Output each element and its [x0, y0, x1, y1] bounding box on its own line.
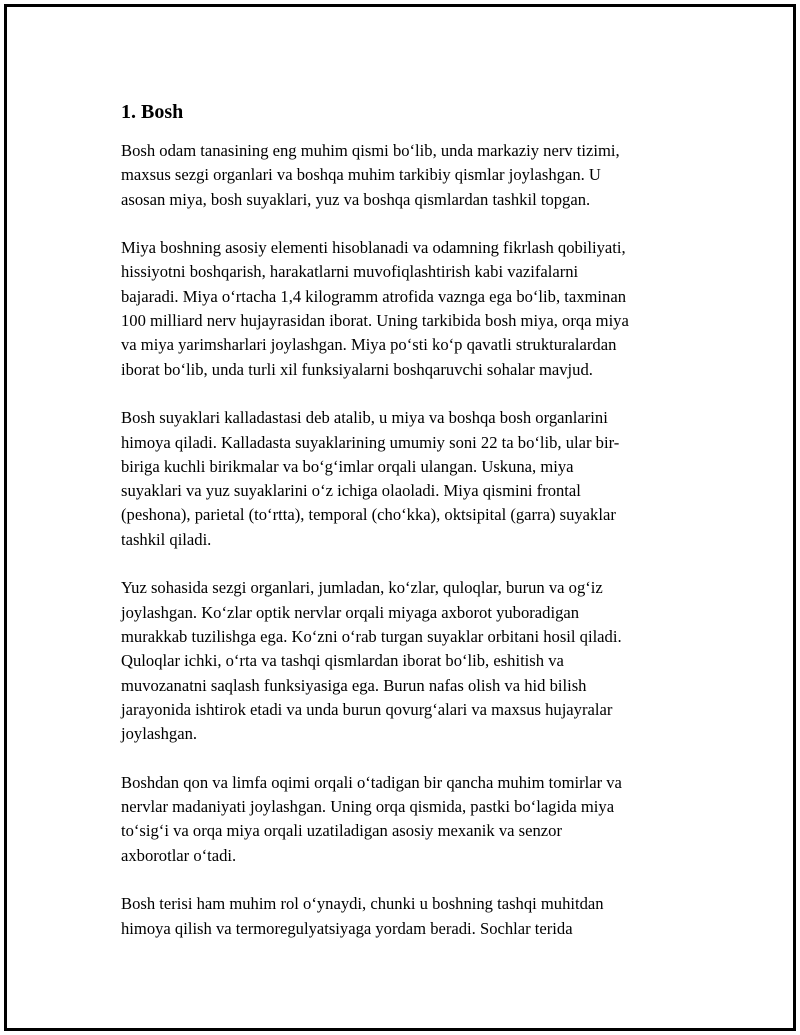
text-line: Bosh terisi ham muhim rol o‘ynaydi, chunki u boshning tashqi muhitdan	[121, 894, 604, 914]
text-line: joylashgan. Ko‘zlar optik nervlar orqali miyaga axborot yuboradigan	[121, 602, 580, 622]
text-line: suyaklari va yuz suyaklarini o‘z ichiga olaoladi. Miya qismini frontal	[121, 481, 581, 501]
paragraph	[121, 771, 687, 868]
text-line: bajaradi. Miya o‘rtacha 1,4 kilogramm atrofida vaznga ega bo‘lib, taxminan	[121, 286, 626, 306]
text-line: va miya yarimsharlari joylashgan. Miya po‘sti ko‘p qavatli strukturalardan	[121, 335, 617, 355]
text-line: maxsus sezgi organlari va boshqa muhim tarkibiy qismlar joylashgan. U	[121, 165, 601, 185]
text-line: Bosh suyaklari kalladastasi deb atalib, u miya va boshqa bosh organlarini	[121, 408, 608, 428]
document-body	[121, 99, 687, 965]
text-line: jarayonida ishtirok etadi va unda burun qovurg‘alari va maxsus hujayralar	[121, 699, 613, 719]
text-line: iborat bo‘lib, unda turli xil funksiyalarni boshqaruvchi sohalar mavjud.	[121, 359, 593, 379]
paragraph	[121, 576, 687, 746]
paragraph	[121, 406, 687, 552]
text-line: biriga kuchli birikmalar va bo‘g‘imlar orqali ulangan. Uskuna, miya	[121, 456, 574, 476]
text-line: tashkil qiladi.	[121, 529, 212, 549]
text-line: asosan miya, bosh suyaklari, yuz va boshqa qismlardan tashkil topgan.	[121, 189, 591, 209]
text-line: axborotlar o‘tadi.	[121, 845, 237, 865]
paragraph	[121, 892, 687, 941]
text-line: hissiyotni boshqarish, harakatlarni muvofiqlashtirish kabi vazifalarni	[121, 262, 579, 282]
text-line: himoya qilish va termoregulyatsiyaga yordam beradi. Sochlar terida	[121, 918, 573, 938]
text-line: Yuz sohasida sezgi organlari, jumladan, ko‘zlar, quloqlar, burun va og‘iz	[121, 578, 603, 598]
text-line: Quloqlar ichki, o‘rta va tashqi qismlardan iborat bo‘lib, eshitish va	[121, 651, 564, 671]
paragraph	[121, 236, 687, 382]
paragraph	[121, 139, 687, 212]
page-frame	[4, 4, 796, 1031]
text-line: joylashgan.	[121, 724, 198, 744]
text-line: (peshona), parietal (to‘rtta), temporal (cho‘kka), oktsipital (garra) suyaklar	[121, 505, 616, 525]
text-line: Bosh odam tanasining eng muhim qismi bo‘lib, unda markaziy nerv tizimi,	[121, 141, 620, 160]
text-line: murakkab tuzilishga ega. Ko‘zni o‘rab turgan suyaklar orbitani hosil qiladi.	[121, 626, 622, 646]
text-line: to‘sig‘i va orqa miya orqali uzatiladigan asosiy mexanik va senzor	[121, 821, 562, 841]
text-line: 100 milliard nerv hujayrasidan iborat. Uning tarkibida bosh miya, orqa miya	[121, 311, 629, 331]
text-line: Boshdan qon va limfa oqimi orqali o‘tadigan bir qancha muhim tomirlar va	[121, 772, 622, 792]
section-heading: 1. Bosh	[121, 101, 184, 123]
text-line: nervlar madaniyati joylashgan. Uning orqa qismida, pastki bo‘lagida miya	[121, 797, 615, 817]
text-line: muvozanatni saqlash funksiyasiga ega. Burun nafas olish va hid bilish	[121, 675, 587, 695]
text-line: himoya qiladi. Kalladasta suyaklarining umumiy soni 22 ta bo‘lib, ular bir-	[121, 432, 620, 452]
text-line: Miya boshning asosiy elementi hisoblanadi va odamning fikrlash qobiliyati,	[121, 238, 626, 258]
